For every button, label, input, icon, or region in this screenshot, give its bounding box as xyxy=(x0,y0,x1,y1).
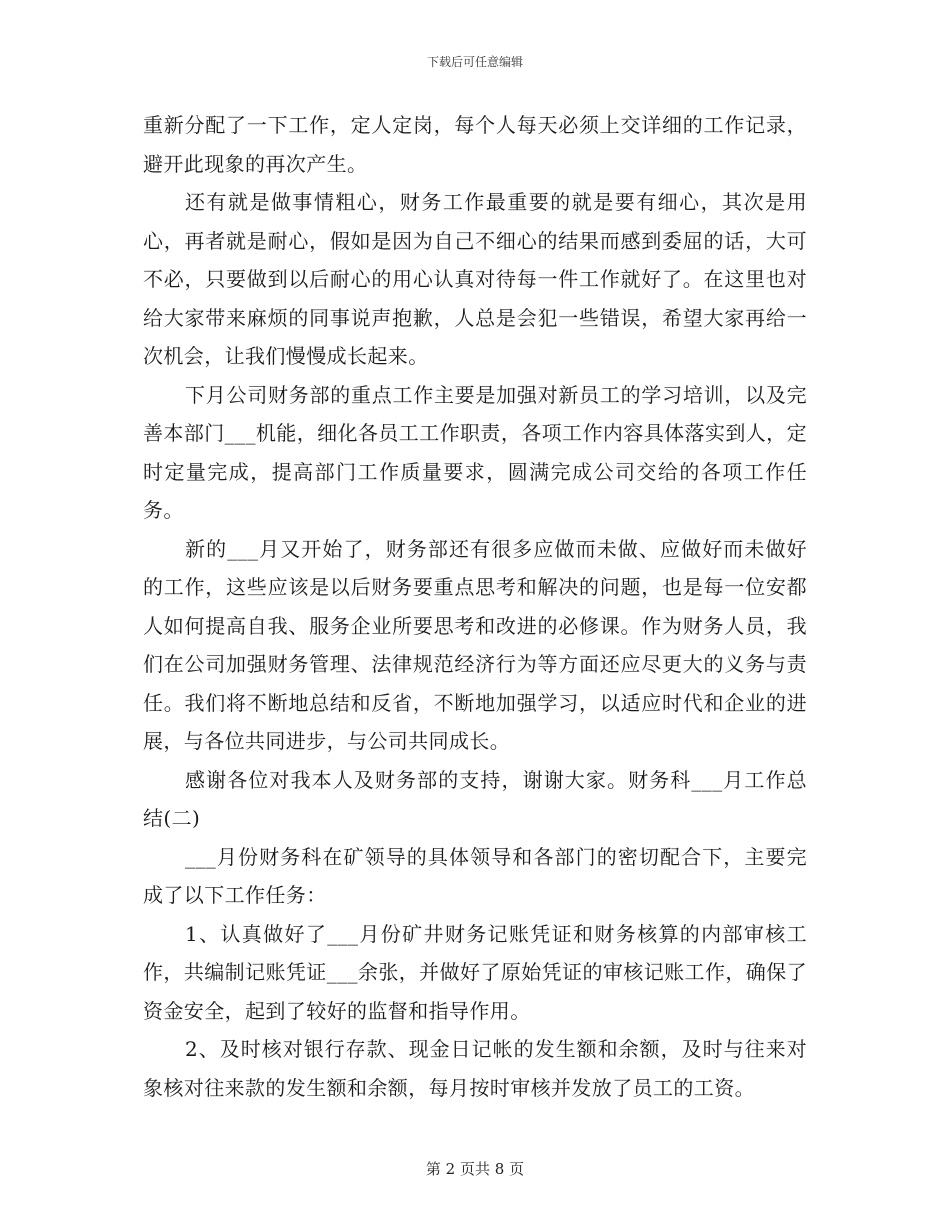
list-item: 1、认真做好了___月份矿井财务记账凭证和财务核算的内部审核工作，共编制记账凭证___余张，并做好了原始凭证的审核记账工作，确保了资金安全，起到了较好的监督和指导作用。 xyxy=(143,921,807,1023)
page-number: 第 2 页共 8 页 xyxy=(425,1160,525,1178)
paragraph-continuation: 重新分配了一下工作，定人定岗，每个人每天必须上交详细的工作记录，避开此现象的再次产生。 xyxy=(143,113,807,176)
paragraph: ___月份财务科在矿领导的具体领导和各部门的密切配合下，主要完成了以下工作任务： xyxy=(143,844,807,907)
paragraph: 感谢各位对我本人及财务部的支持，谢谢大家。财务科___月工作总结(二) xyxy=(143,767,807,830)
paragraph: 新的___月又开始了，财务部还有很多应做而未做、应做好而未做好的工作，这些应该是以后财务要重点思考和解决的问题，也是每一位安都人如何提高自我、服务企业所要思考和改进的必修课。作为财务人员，我们在公司加强财务管理、法律规范经济行为等方面还应尽更大的义务与责任。我们将不断地总结和反省，不断地加强学习，以适应时代和企业的进展，与各位共同进步，与公司共同成长。 xyxy=(143,536,807,753)
list-item: 2、及时核对银行存款、现金日记帐的发生额和余额，及时与往来对象核对往来款的发生额和余额，每月按时审核并发放了员工的工资。 xyxy=(143,1037,807,1100)
paragraph: 还有就是做事情粗心，财务工作最重要的就是要有细心，其次是用心，再者就是耐心，假如是因为自己不细心的结果而感到委屈的话，大可不必，只要做到以后耐心的用心认真对待每一件工作就好了。在这里也对给大家带来麻烦的同事说声抱歉，人总是会犯一些错误，希望大家再给一次机会，让我们慢慢成长起来。 xyxy=(143,190,807,368)
paragraph: 下月公司财务部的重点工作主要是加强对新员工的学习培训，以及完善本部门___机能，细化各员工工作职责，各项工作内容具体落实到人，定时定量完成，提高部门工作质量要求，圆满完成公司交给的各项工作任务。 xyxy=(143,382,807,522)
document-body xyxy=(143,106,807,1107)
page-header: 下载后可任意编辑 xyxy=(426,55,523,69)
